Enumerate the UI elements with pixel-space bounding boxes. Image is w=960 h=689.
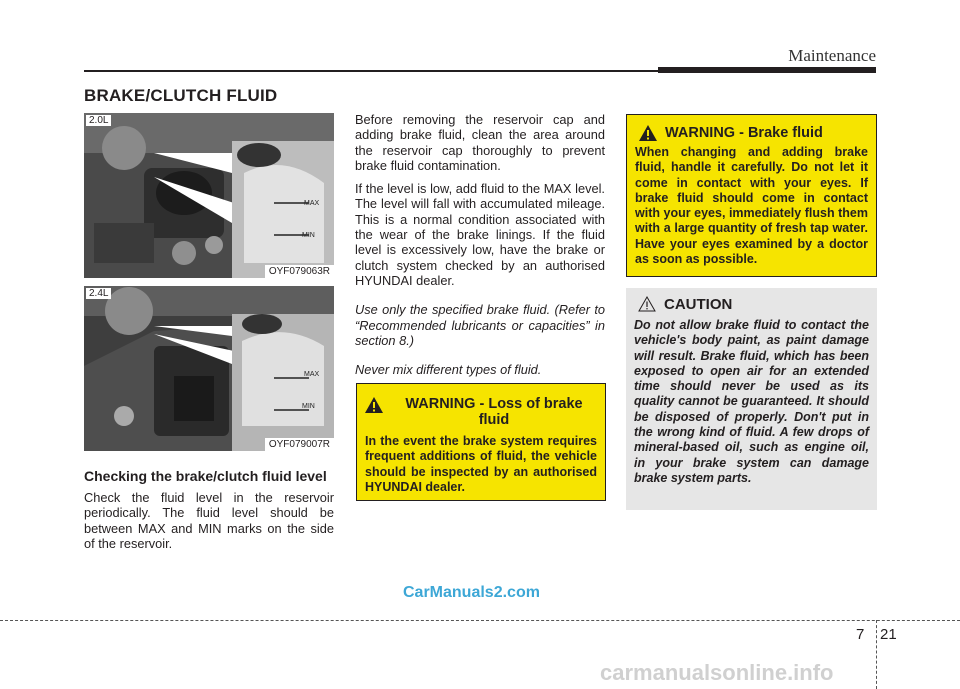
caution-triangle-icon [638, 296, 656, 312]
engine-label: 2.0L [86, 115, 111, 126]
engine-illustration-icon [84, 286, 334, 451]
header-rule-thick [658, 67, 876, 73]
site-watermark: carmanualsonline.info [600, 660, 834, 685]
warning-triangle-icon [365, 397, 383, 413]
page-number: 21 [880, 626, 897, 643]
warning-triangle-icon [639, 125, 657, 141]
engine-photo-2-4l [84, 286, 334, 451]
header-rule [84, 70, 658, 72]
footer-divider [0, 620, 960, 621]
paragraph: If the level is low, add fluid to the MAX level. The level will fall with accumulated mileage. This is a normal condition associated with the wear of the brake linings. If the fluid level is excessively low, have the brake or clutch system checked by an authorised HYUNDAI dealer. [355, 181, 605, 288]
caution-title: CAUTION [664, 296, 733, 313]
min-mark: MIN [302, 403, 315, 410]
footer-divider-vertical [876, 620, 877, 689]
warning-brake-fluid-box [626, 114, 877, 277]
figure-code: OYF079007R [265, 438, 334, 451]
caution-box [626, 288, 877, 510]
engine-illustration-icon [84, 113, 334, 278]
warning-body: When changing and adding brake fluid, handle it carefully. Do not let it come in contact with your eyes. If brake fluid should come in contact with your eyes, immediately flush them with a large quantity of fresh tap water. Have your eyes examined by a doctor as soon as possible. [635, 145, 868, 267]
section-label: Maintenance [788, 46, 876, 65]
warning-title: WARNING - Brake fluid [665, 125, 823, 141]
max-mark: MAX [304, 371, 320, 378]
warning-body: In the event the brake system requires frequent additions of fluid, the vehicle should be inspected by an authorised HYUNDAI dealer. [365, 434, 597, 494]
middle-column [355, 112, 605, 385]
chapter-number: 7 [856, 626, 865, 643]
paragraph-italic: Never mix different types of fluid. [355, 362, 542, 378]
figure-code: OYF079063R [265, 265, 334, 278]
caution-body: Do not allow brake fluid to contact the vehicle's body paint, as paint damage will result. Brake fluid, which has been exposed to open air for an extended time should never be used as its quality cannot be guaranteed. It should be disposed of properly. Don't put in the wrong kind of fluid. A few drops of mineral-based oil, such as engine oil, in your brake system can damage brake system parts. [634, 318, 869, 485]
max-mark: MAX [304, 200, 320, 207]
left-column [84, 468, 334, 559]
min-mark: MIN [302, 232, 315, 239]
engine-label: 2.4L [86, 288, 111, 299]
paragraph: Before removing the reservoir cap and adding brake fluid, clean the area around the reservoir cap thoroughly to prevent brake fluid contamination. [355, 112, 605, 173]
warning-loss-box [356, 383, 606, 501]
subheading: Checking the brake/clutch fluid level [84, 468, 327, 484]
paragraph-italic: Use only the specified brake fluid. (Refer to “Recommended lubricants or capacities” in section 8.) [355, 302, 605, 348]
paragraph: Check the fluid level in the reservoir periodically. The fluid level should be between MAX and MIN marks on the side of the reservoir. [84, 490, 334, 551]
warning-title: WARNING - Loss of brake fluid [405, 396, 583, 428]
engine-photo-2-0l [84, 113, 334, 278]
watermark-link[interactable]: CarManuals2.com [403, 584, 540, 601]
page-title: BRAKE/CLUTCH FLUID [84, 86, 278, 105]
